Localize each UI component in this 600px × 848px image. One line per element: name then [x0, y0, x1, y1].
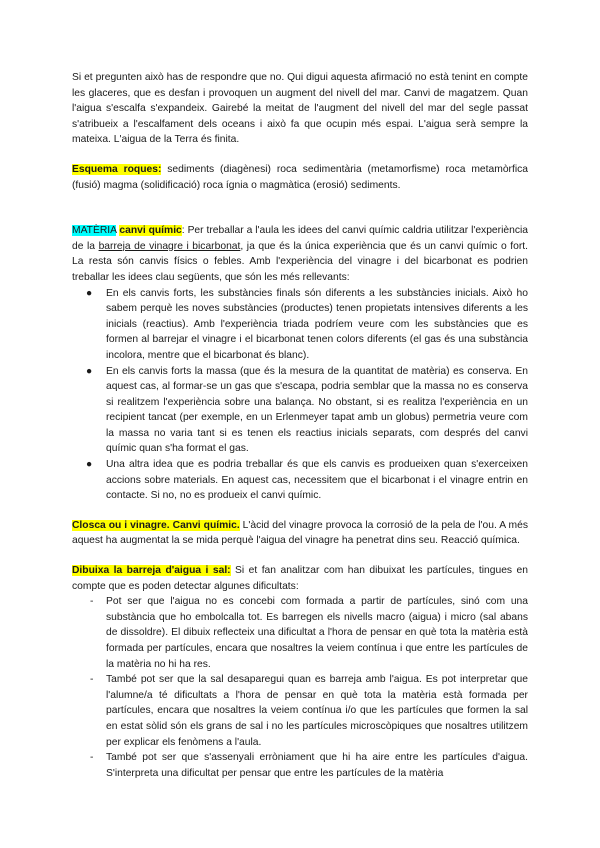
vinegar-bicarbonate-link[interactable]: barreja de vinagre i bicarbonat: [98, 240, 241, 252]
eggshell-text: L'àcid del vinagre provoca la corrosió de la pela de l'ou. A més aquest ha augmentat la se mida perquè l'aigua del vinagre ha penetrat dins seu. Reacció química.: [72, 519, 528, 547]
rock-cycle-text: sediments (diagènesi) roca sedimentària (metamorfisme) roca metamòrfica (fusió) magma (solidificació) roca ígnia o magmàtica (erosió) sediments.: [72, 163, 529, 191]
spacer: [72, 549, 528, 563]
dash-marker: -: [90, 674, 94, 686]
bullet-marker: ●: [86, 287, 93, 299]
rock-cycle-heading: Esquema roques:: [72, 163, 162, 175]
list-item: [72, 457, 528, 504]
list-item-text: Pot ser que l'aigua no es concebi com formada a partir de partícules, sinó com una substància que ho embolcalla tot. Es barregen els nivells macro (aigua) i micro (sal abans de dissoldre). El dibuix reflecteix una dificultat a l'hora de pensar en què tota la matèria està formada per partícules, encara que nosaltres la veiem contínua i que entre les partícules de la matèria no hi ha res.: [106, 596, 528, 670]
spacer: [72, 193, 528, 223]
paragraph-eggshell: [72, 518, 528, 549]
chemical-change-heading: canvi químic: [119, 225, 182, 237]
chemical-change-text-b: , ja que és la única experiència que és un canvi químic o fort. La resta són canvis físics o febles. Amb l'experiència del vinagre i del bicarbonat es podrien treballar les idees clau següents, que són les més rellevants:: [72, 240, 528, 283]
chemical-change-text-a: : Per treballar a l'aula les idees del canvi químic caldria utilitzar l'experiència de la: [72, 225, 528, 252]
dash-marker: -: [90, 596, 94, 608]
eggshell-heading: Closca ou i vinagre. Canvi químic.: [72, 519, 240, 531]
water-salt-heading: Dibuixa la barreja d'aigua i sal:: [72, 565, 231, 577]
list-item: [72, 672, 528, 750]
paragraph-rock-cycle: [72, 162, 528, 193]
bullet-marker: ●: [86, 459, 93, 471]
list-item-text: També pot ser que s'assenyali erròniament que hi ha aire entre les partícules d'aigua. S'interpreta una dificultat per pensar que entre les partícules de la matèria: [106, 752, 528, 779]
page-content: [72, 70, 528, 781]
list-item-text: En els canvis forts, les substàncies finals són diferents a les substàncies inicials. Això ho sabem perquè les noves substàncies (productes) tenen propietats intensives diferents a les inicials (reactius). Amb l'experiència triada podríem veure com les substàncies que es formen al barrejar el vinagre i el bicarbonat tenen colors diferents (el gas és una substància incolora, mentre que el bicarbonat és blanc).: [106, 287, 528, 361]
list-item: [72, 594, 528, 672]
water-salt-text: Si et fan analitzar com han dibuixat les partícules, tingues en compte que es poden detectar algunes dificultats:: [72, 565, 528, 592]
paragraph-water-salt: [72, 563, 528, 594]
list-item: [72, 364, 528, 458]
key-ideas-list: [72, 286, 528, 504]
bullet-marker: ●: [86, 365, 93, 377]
list-item-text: En els canvis forts la massa (que és la mesura de la quantitat de matèria) es conserva. En aquest cas, al formar-se un gas que s'escapa, podria semblar que la massa no es conserva si realitzem l'experiència sobre una balança. No obstant, si es realitza l'experiència en un recipient tancat (per exemple, en un Erlenmeyer tapat amb un globus) permetria veure com la massa no varia tant si es tenen els reactius inicials separats, com després del canvi químic quan s'ha format el gas.: [106, 365, 528, 455]
list-item: [72, 286, 528, 364]
difficulties-list: [72, 594, 528, 781]
paragraph-sea-level: Si et pregunten això has de respondre que no. Qui digui aquesta afirmació no està tenint en compte les glaceres, que es desfan i provoquen un augment del nivell del mar. Canvi de magatzem. Quan l'aigua s'escalfa s'expandeix. Gairebé la meitat de l'augment del nivell del mar del segle passat s'atribueix a l'escalfament dels oceans i això fa que ocupin més espai. L'aigua serà sempre la mateixa. L'aigua de la Terra és finita.: [72, 72, 528, 146]
list-item-text: També pot ser que la sal desaparegui quan es barreja amb l'aigua. Es pot interpretar que l'alumne/a té dificultats a l'hora de pensar en què tota la matèria està formada per partícules, encara que nosaltres la veiem contínua i/o que les partícules que formen la sal en estat sòlid són els grans de sal i no les partícules microscòpiques que nosaltres utilitzem per explicar els fenòmens a l'aula.: [106, 674, 528, 748]
paragraph-chemical-change: [72, 223, 528, 285]
spacer: [72, 148, 528, 162]
matter-tag: MATÈRIA: [72, 225, 117, 237]
list-item: [72, 750, 528, 781]
dash-marker: -: [90, 752, 94, 764]
list-item-text: Una altra idea que es podria treballar és que els canvis es produeixen quan s'exerceixen accions sobre materials. En aquest cas, necessitem que el bicarbonat i el vinagre entrin en contacte. Si no, no es produeix el canvi químic.: [106, 459, 528, 502]
spacer: [72, 504, 528, 518]
